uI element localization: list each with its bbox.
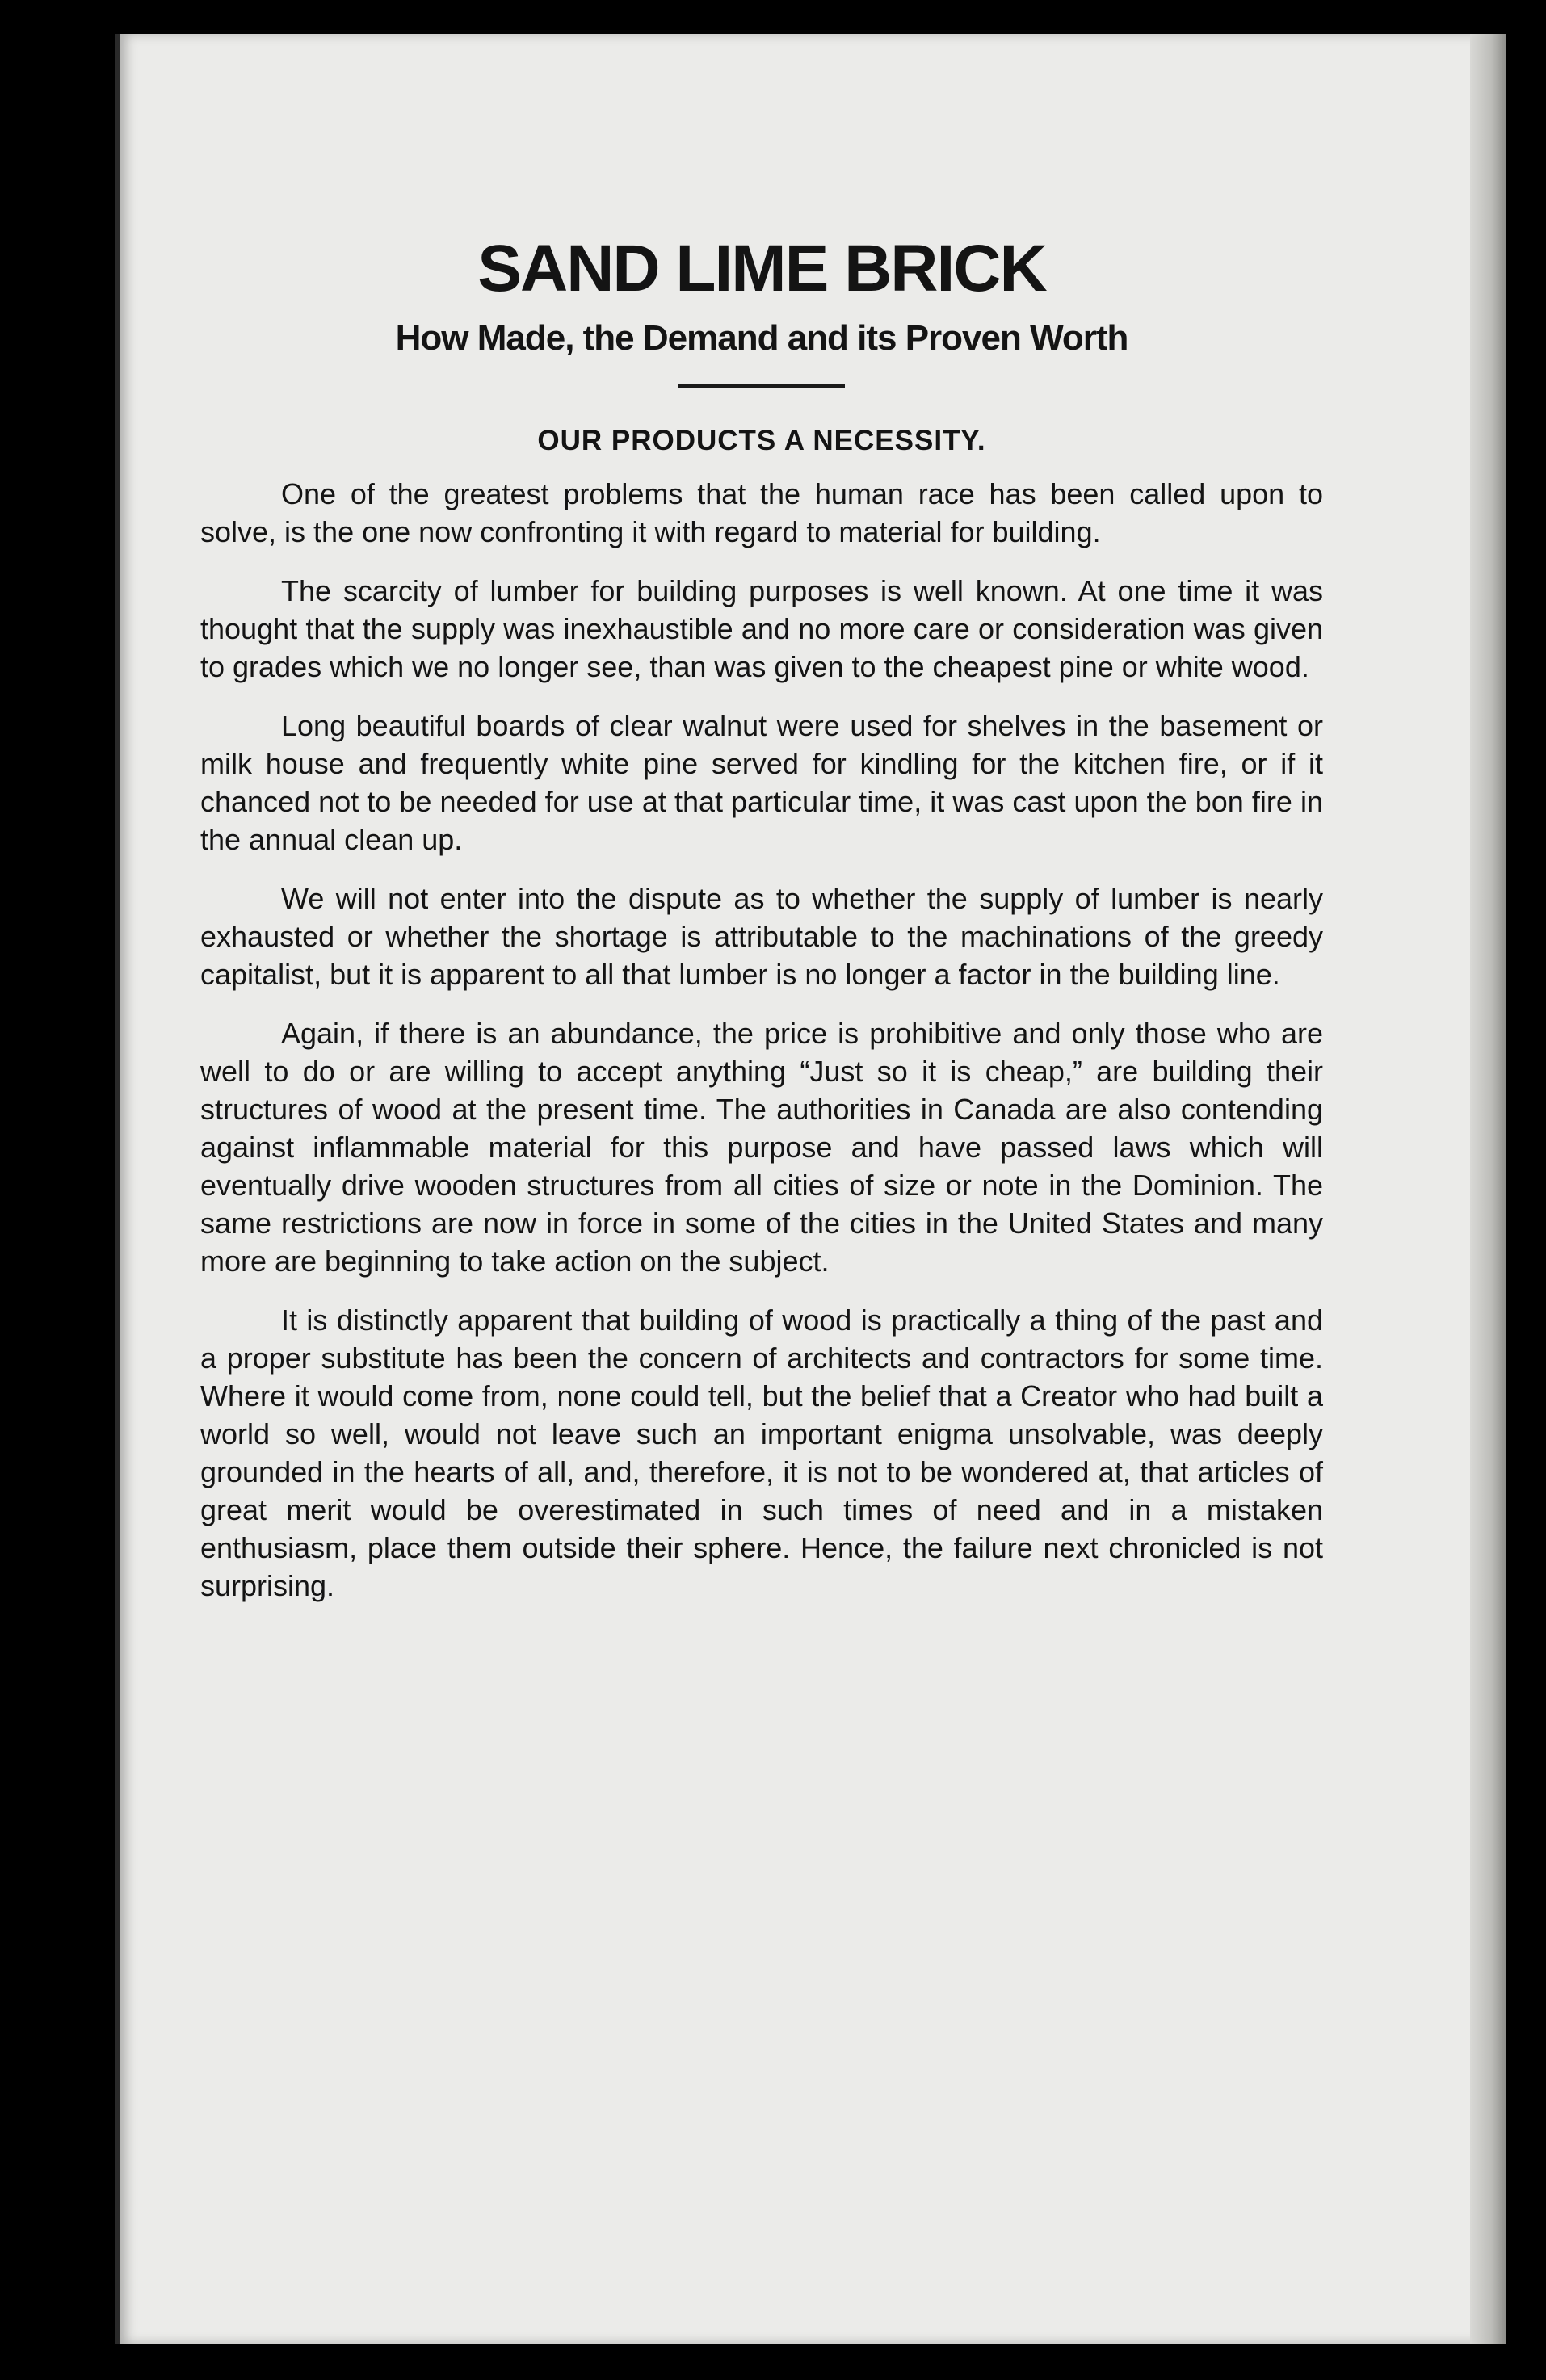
paragraph-5: Again, if there is an abundance, the price is prohibitive and only those who are well to do or are willing to accept anything “Just so it is cheap,” are building their structures of wood at the present time. The authorities in Canada are also contending against inflammable material for this purpose and have passed laws which will eventually drive wooden structures from all cities of size or note in the Dominion. The same restrictions are now in force in some of the cities in the United States and many more are beginning to take action on the subject. (200, 1017, 1323, 1278)
page-content (200, 232, 1323, 1626)
section-heading: OUR PRODUCTS A NECESSITY. (537, 425, 986, 456)
title-divider (678, 384, 845, 388)
page-edge-shadow (1470, 34, 1506, 2344)
scanned-page (115, 34, 1506, 2344)
paragraph-3: Long beautiful boards of clear walnut were used for shelves in the basement or milk house and frequently white pine served for kindling for the kitchen fire, or if it chanced not to be needed for use at that particular time, it was cast upon the bon fire in the annual clean up. (200, 709, 1323, 856)
paragraph-6: It is distinctly apparent that building of wood is practically a thing of the past and a proper substitute has been the concern of architects and contractors for some time. Where it would come from, none could tell, but the belief that a Creator who had built a world so well, would not leave such an important enigma unsolvable, was deeply grounded in the hearts of all, and, therefore, it is not to be wondered at, that articles of great merit would be overestimated in such times of need and in a mistaken enthusiasm, place them outside their sphere. Hence, the failure next chronicled is not surprising. (200, 1303, 1323, 1602)
paragraph-1: One of the greatest problems that the human race has been called upon to solve, is the one now confronting it with regard to material for building. (200, 477, 1323, 548)
paragraph-2: The scarcity of lumber for building purposes is well known. At one time it was thought that the supply was inexhaustible and no more care or consideration was given to grades which we no longer see, than was given to the cheapest pine or white wood. (200, 574, 1323, 683)
document-title: SAND LIME BRICK (477, 232, 1046, 305)
paragraph-4: We will not enter into the dispute as to whether the supply of lumber is nearly exhausted or whether the shortage is attributable to the machinations of the greedy capitalist, but it is apparent to all that lumber is no longer a factor in the building line. (200, 882, 1323, 991)
document-subtitle: How Made, the Demand and its Proven Worth (395, 318, 1128, 358)
